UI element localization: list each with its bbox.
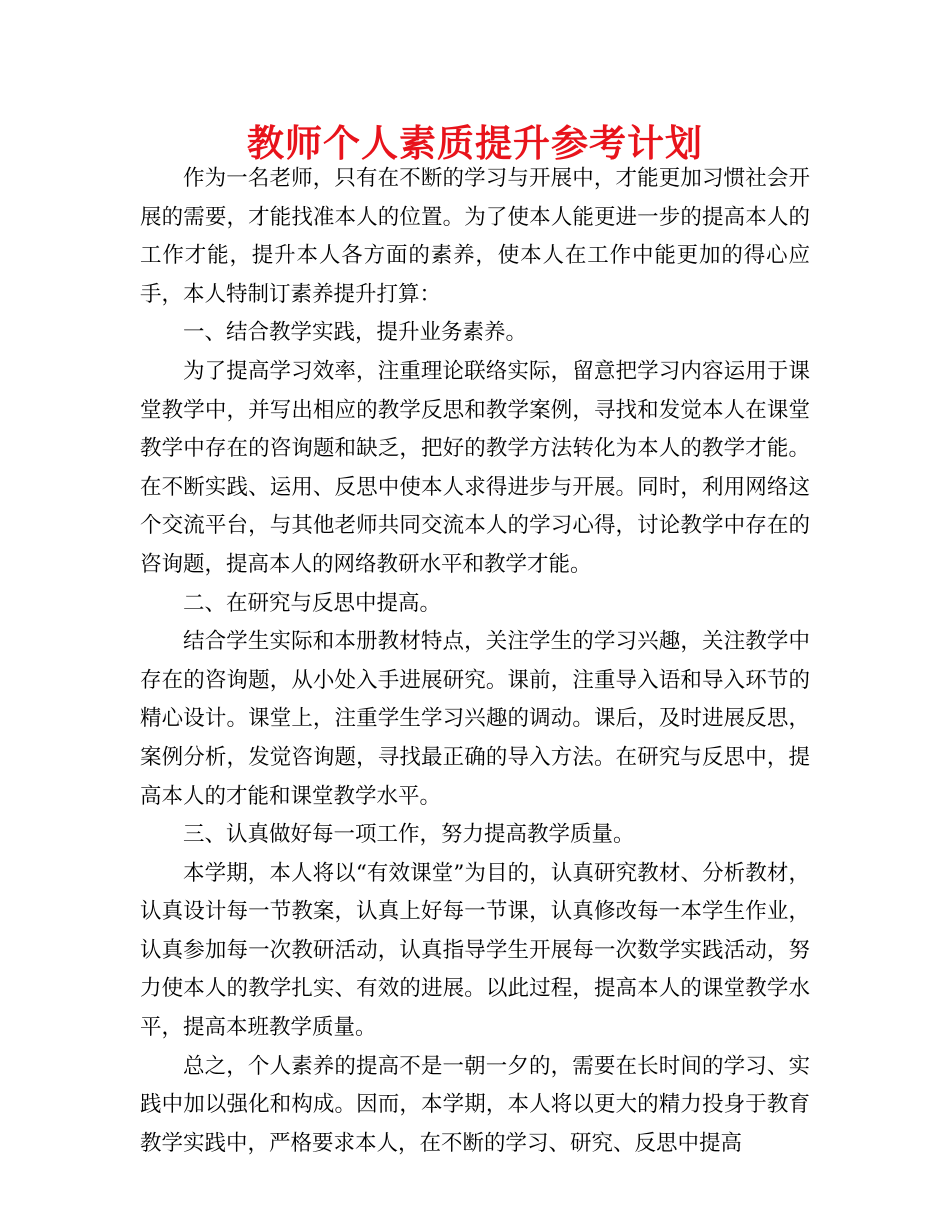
- section-heading-2: 二、在研究与反思中提高。: [183, 590, 442, 616]
- section-heading-3: 三、认真做好每一项工作，努力提高教学质量。: [183, 822, 635, 848]
- document-body: [140, 160, 810, 1163]
- document-title: 教师个人素质提升参考计划: [247, 122, 703, 165]
- paragraph-section-3: 本学期，本人将以“有效课堂”为目的，认真研究教材、分析教材，认真设计每一节教案，认真上好每一节课，认真修改每一本学生作业，认真参加每一次教研活动，认真指导学生开展每一次数学实践活动，努力使本人的教学扎实、有效的进展。以此过程，提高本人的课堂教学水平，提高本班教学质量。: [140, 860, 810, 1041]
- paragraph-conclusion: 总之，个人素养的提高不是一朝一夕的，需要在长时间的学习、实践中加以强化和构成。因而，本学期，本人将以更大的精力投身于教育教学实践中，严格要求本人，在不断的学习、研究、反思中提高: [140, 1053, 810, 1156]
- paragraph-intro: 作为一名老师，只有在不断的学习与开展中，才能更加习惯社会开展的需要，才能找准本人的位置。为了使本人能更进一步的提高本人的工作才能，提升本人各方面的素养，使本人在工作中能更加的得心应手，本人特制订素养提升打算：: [140, 166, 810, 307]
- paragraph-section-1: 为了提高学习效率，注重理论联络实际，留意把学习内容运用于课堂教学中，并写出相应的教学反思和教学案例，寻找和发觉本人在课堂教学中存在的咨询题和缺乏，把好的教学方法转化为本人的教学才能。在不断实践、运用、反思中使本人求得进步与开展。同时，利用网络这个交流平台，与其他老师共同交流本人的学习心得，讨论教学中存在的咨询题，提高本人的网络教研水平和教学才能。: [140, 358, 810, 577]
- paragraph-section-2: 结合学生实际和本册教材特点，关注学生的学习兴趣，关注教学中存在的咨询题，从小处入手进展研究。课前，注重导入语和导入环节的精心设计。课堂上，注重学生学习兴趣的调动。课后，及时进展反思，案例分析，发觉咨询题，寻找最正确的导入方法。在研究与反思中，提高本人的才能和课堂教学水平。: [140, 629, 810, 809]
- section-heading-1: 一、结合教学实践，提升业务素养。: [183, 320, 528, 346]
